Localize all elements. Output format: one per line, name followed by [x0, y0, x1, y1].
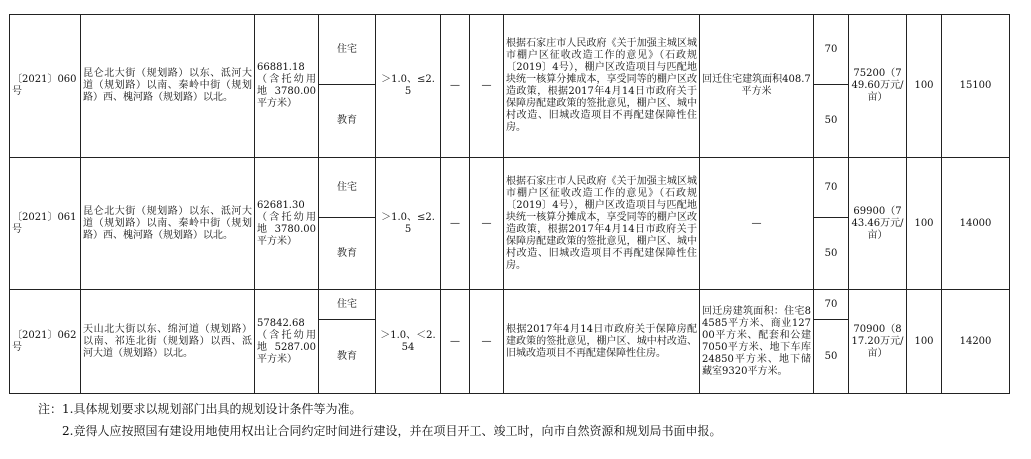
table-row	[10, 15, 1010, 85]
relocation-area: 回迁住宅建筑面积408.7平方米	[700, 15, 814, 158]
deposit: 14200	[942, 290, 1010, 394]
footnotes	[38, 398, 721, 442]
deposit: 14000	[942, 158, 1010, 290]
term-residential: 70	[814, 158, 849, 218]
deposit: 15100	[942, 15, 1010, 158]
parcel-id: 〔2021〕062号	[10, 290, 81, 394]
policy-text: 根据石家庄市人民政府《关于加强主城区城市棚户区征收改造工作的意见》（石政规〔2019〕4号），棚户区改造项目与匹配地块统一核算分摊成本，享受同等的棚户区改造政策，根据2017年4月14日市政府关于保障房配建政策的签批意见，棚户区、城中村改造、旧城改造项目不再配建保障性住房。	[504, 158, 700, 290]
percent: 100	[907, 15, 942, 158]
dash-cell: —	[470, 158, 504, 290]
land-use-education: 教育	[319, 85, 376, 158]
land-use-residential: 住宅	[319, 290, 376, 320]
term-education: 50	[814, 218, 849, 290]
dash-cell: —	[470, 290, 504, 394]
plot-ratio: ＞1.0、＜2.54	[376, 290, 441, 394]
land-use-education: 教育	[319, 320, 376, 394]
note-1: 注：1.具体规划要求以规划部门出具的规划设计条件等为准。	[38, 402, 362, 416]
parcel-area: 62681.30（含托幼用地3780.00平方米）	[255, 158, 319, 290]
percent: 100	[907, 158, 942, 290]
parcel-area: 66881.18（含托幼用地3780.00平方米）	[255, 15, 319, 158]
parcel-id: 〔2021〕060号	[10, 15, 81, 158]
starting-price: 75200（749.60万元/亩）	[849, 15, 907, 158]
relocation-area: 回迁房建筑面积：住宅84585平方米、商业12700平方米、配套和公建7050平方米、地下车库24850平方米、地下储藏室9320平方米。	[700, 290, 814, 394]
table-row	[10, 290, 1010, 320]
dash-cell: —	[470, 15, 504, 158]
parcel-location: 天山北大街以东、绵河道（规划路）以南、祁连北街（规划路）以西、泜河大道（规划路）以北。	[81, 290, 255, 394]
table-row	[10, 158, 1010, 218]
dash-cell: —	[441, 158, 470, 290]
parcel-area: 57842.68（含托幼用地5287.00平方米）	[255, 290, 319, 394]
starting-price: 69900（743.46万元/亩）	[849, 158, 907, 290]
note-2: 2.竞得人应按照国有建设用地使用权出让合同约定时间进行建设，并在项目开工、竣工时，向市自然资源和规划局书面申报。	[62, 424, 722, 438]
policy-text: 根据2017年4月14日市政府关于保障房配建政策的签批意见，棚户区、城中村改造、旧城改造项目不再配建保障性住房。	[504, 290, 700, 394]
term-residential: 70	[814, 290, 849, 320]
dash-cell: —	[441, 290, 470, 394]
parcel-location: 昆仑北大街（规划路）以东、泜河大道（规划路）以南、秦岭中街（规划路）西、槐河路（规划路）以北。	[81, 158, 255, 290]
parcel-location: 昆仑北大街（规划路）以东、泜河大道（规划路）以南、秦岭中街（规划路）西、槐河路（规划路）以北。	[81, 15, 255, 158]
land-parcel-table	[9, 14, 1010, 394]
term-education: 50	[814, 85, 849, 158]
land-use-residential: 住宅	[319, 15, 376, 85]
land-use-education: 教育	[319, 218, 376, 290]
term-education: 50	[814, 320, 849, 394]
percent: 100	[907, 290, 942, 394]
term-residential: 70	[814, 15, 849, 85]
land-use-residential: 住宅	[319, 158, 376, 218]
policy-text: 根据石家庄市人民政府《关于加强主城区城市棚户区征收改造工作的意见》（石政规〔2019〕4号），棚户区改造项目与匹配地块统一核算分摊成本，享受同等的棚户区改造政策，根据2017年4月14日市政府关于保障房配建政策的签批意见，棚户区、城中村改造、旧城改造项目不再配建保障性住房。	[504, 15, 700, 158]
relocation-area: —	[700, 158, 814, 290]
plot-ratio: ＞1.0、≤2.5	[376, 158, 441, 290]
parcel-id: 〔2021〕061号	[10, 158, 81, 290]
plot-ratio: ＞1.0、≤2.5	[376, 15, 441, 158]
starting-price: 70900（817.20万元/亩）	[849, 290, 907, 394]
dash-cell: —	[441, 15, 470, 158]
